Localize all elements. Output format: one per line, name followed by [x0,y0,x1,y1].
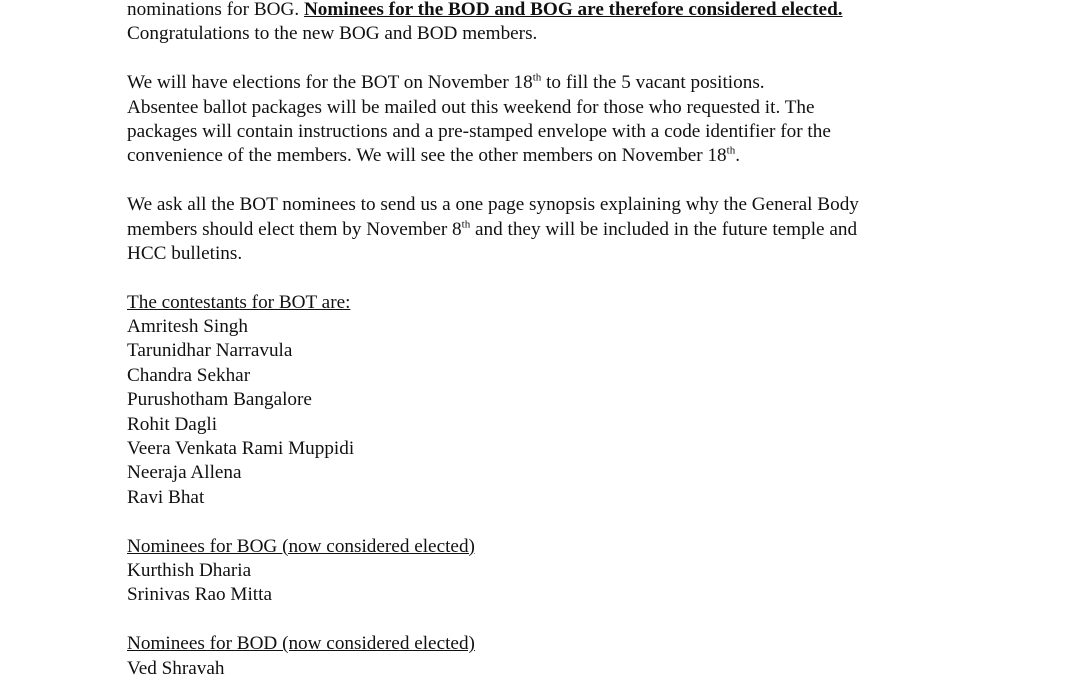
name-list-item: Ravi Bhat [127,486,205,508]
name-list-item: Tarunidhar Narravula [127,340,293,362]
elections-text: We will have elections for the BOT on November 18 [127,72,533,94]
elections-text: to fill the 5 vacant positions. [541,72,765,94]
bod-list [127,657,1027,681]
elections-line-3: packages will contain instructions and a pre-stamped envelope with a code identifier for the [127,120,831,142]
elections-text: . [735,145,741,167]
elections-line-1 [127,71,1027,95]
name-list-item: Srinivas Rao Mitta [127,584,272,606]
intro-line-1 [127,0,1027,22]
bod-heading: Nominees for BOD (now considered elected) [127,633,475,655]
name-list-item: Kurthish Dharia [127,559,252,581]
paragraph-gap [127,169,1027,193]
name-list-item: Ved Shravah [127,657,225,679]
bot-list [127,315,1027,510]
document-body [127,0,1027,681]
name-list-item: Chandra Sekhar [127,364,251,386]
paragraph-gap [127,266,1027,290]
intro-text: nominations for BOG. [127,0,304,20]
name-list-item: Amritesh Singh [127,316,248,338]
paragraph-gap [127,47,1027,71]
ordinal-suffix: th [461,218,471,231]
paragraph-gap [127,510,1027,534]
name-list-item: Neeraja Allena [127,462,242,484]
bot-heading: The contestants for BOT are: [127,291,351,313]
synopsis-line-2 [127,218,1027,242]
elections-line-4 [127,144,1027,168]
name-list-item: Purushotham Bangalore [127,389,312,411]
elections-text: convenience of the members. We will see the other members on November 18 [127,145,727,167]
ordinal-suffix: th [532,71,542,84]
synopsis-text: and they will be included in the future temple and [470,218,858,240]
name-list-item: Rohit Dagli [127,413,218,435]
bog-list [127,559,1027,608]
name-list-item: Veera Venkata Rami Muppidi [127,438,355,460]
elections-line-2: Absentee ballot packages will be mailed out this weekend for those who requested it. The [127,96,815,118]
intro-emphasis: Nominees for the BOD and BOG are therefore considered elected. [303,0,843,20]
synopsis-line-3: HCC bulletins. [127,242,243,264]
intro-line-2: Congratulations to the new BOG and BOD members. [127,23,538,45]
synopsis-line-1: We ask all the BOT nominees to send us a one page synopsis explaining why the General Body [127,194,859,216]
paragraph-gap [127,608,1027,632]
bog-heading: Nominees for BOG (now considered elected) [127,535,475,557]
ordinal-suffix: th [726,144,736,157]
synopsis-text: members should elect them by November 8 [127,218,462,240]
